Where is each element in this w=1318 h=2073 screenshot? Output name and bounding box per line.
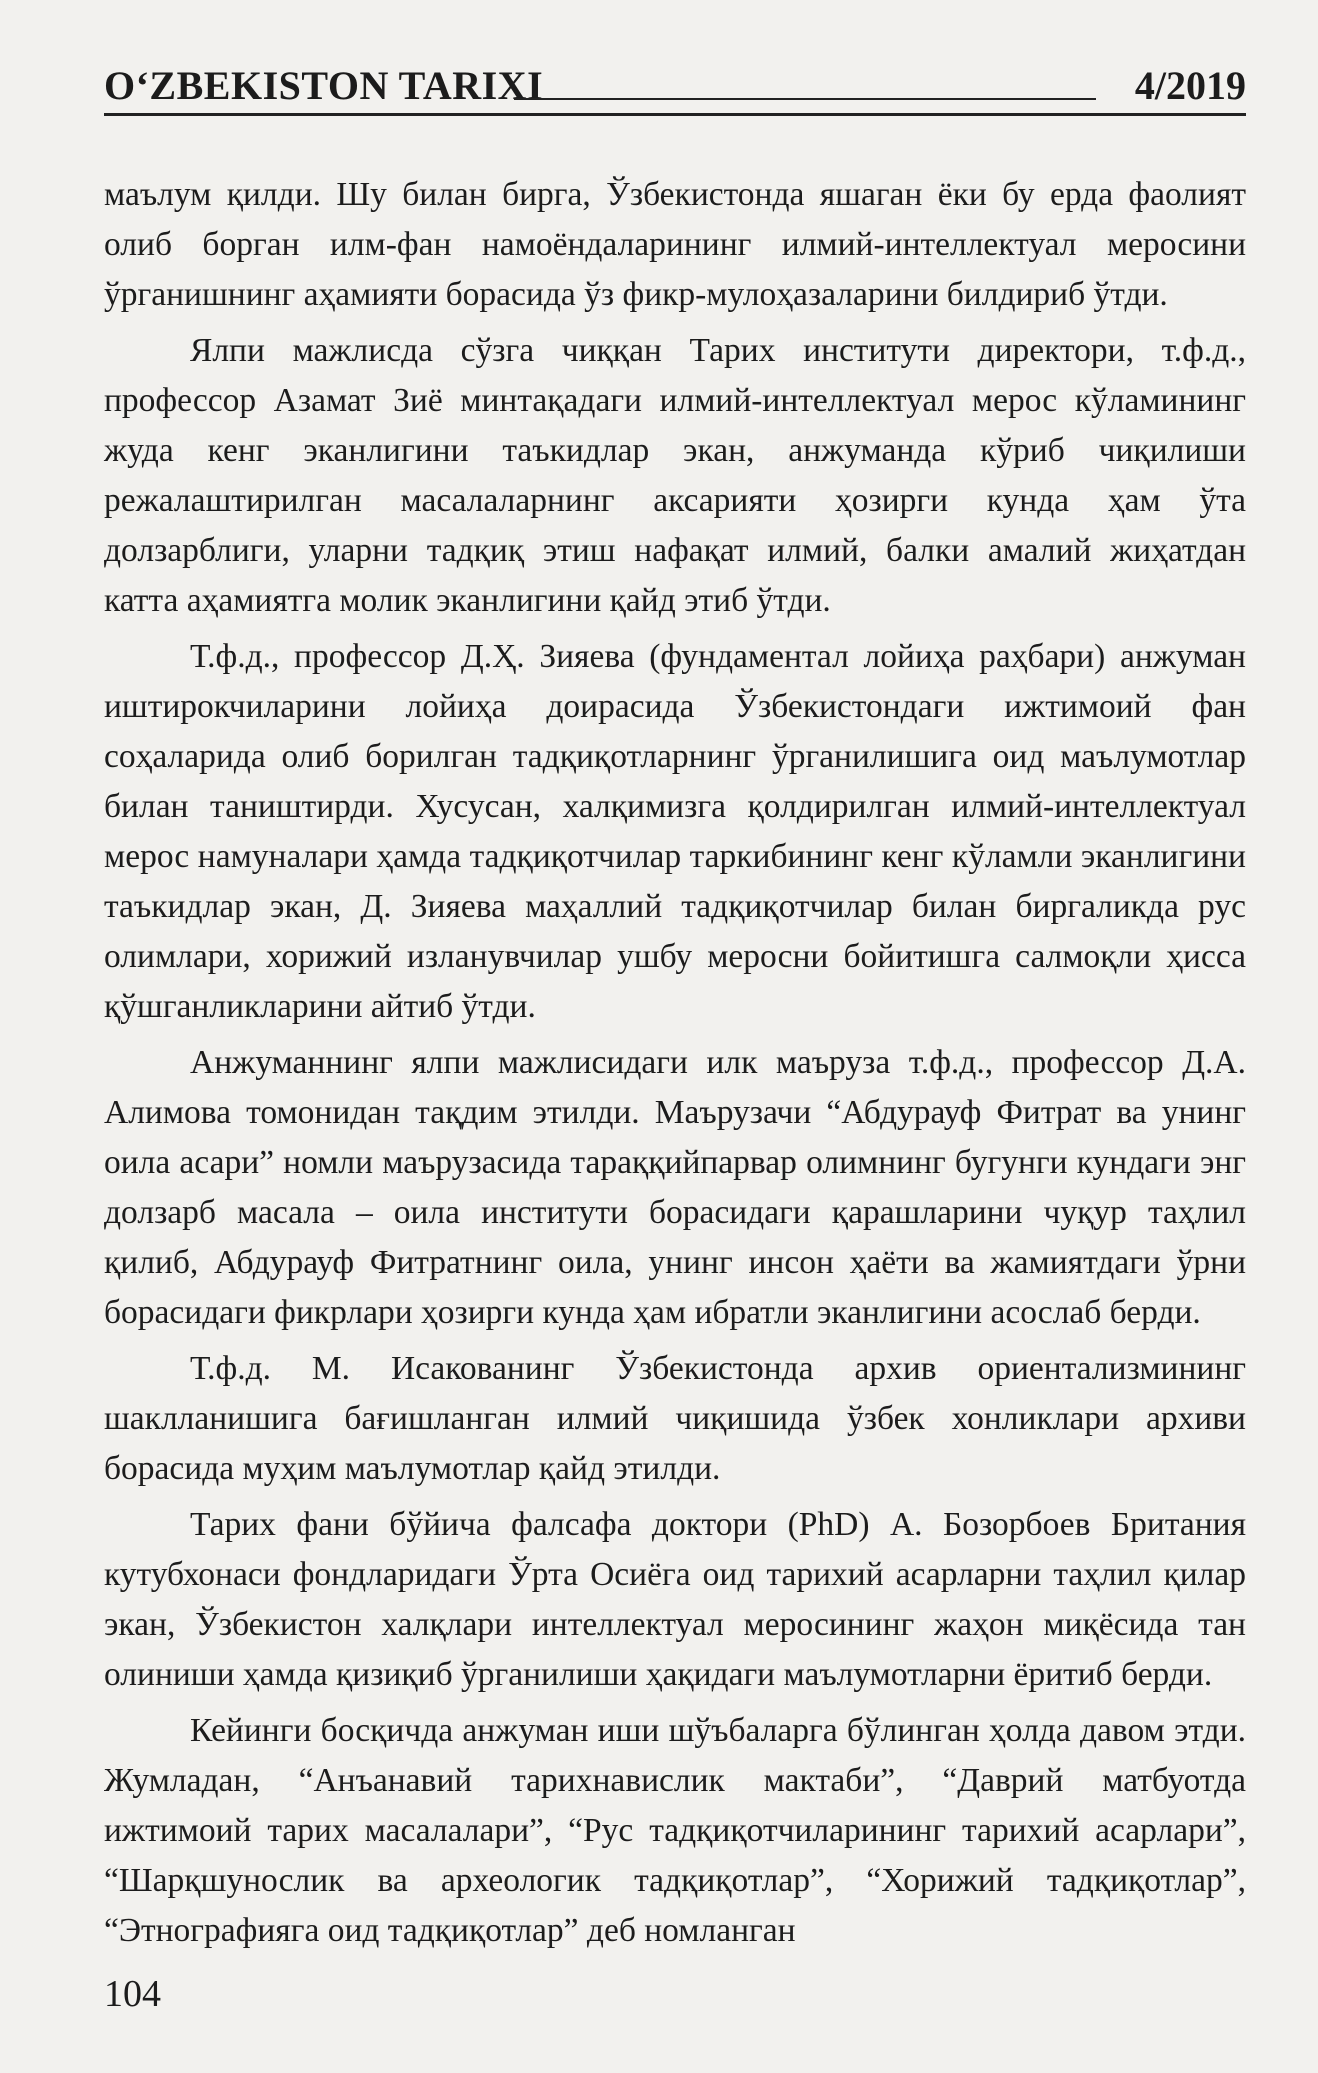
page-number: 104: [104, 1973, 161, 2015]
paragraph-2: Ялпи мажлисда сўзга чиққан Тарих институти директори, т.ф.д., профессор Азамат Зиё минтақадаги илмий-интеллектуал мерос кўламининг жуда кенг эканлигини таъкидлар экан, анжуманда кўриб чиқилиши режалаштирилган масалаларнинг аксарияти ҳозирги кунда ҳам ўта долзарблиги, уларни тадқиқ этиш нафақат илмий, балки амалий жиҳатдан катта аҳамиятга молик эканлигини қайд этиб ўтди.: [104, 332, 1246, 619]
paragraph-7: Кейинги босқичда анжуман иши шўъбаларга бўлинган ҳолда давом этди. Жумладан, “Анъанавий тарихнавислик мактаби”, “Даврий матбуотда ижтимоий тарих масалалари”, “Рус тадқиқотчиларининг тарихий асарлари”, “Шарқшунослик ва археологик тадқиқотлар”, “Хорижий тадқиқотлар”, “Этнографияга оид тадқиқотлар” деб номланган: [104, 1712, 1246, 1949]
paragraph-6: Тарих фани бўйича фалсафа доктори (PhD) А. Бозорбоев Британия кутубхонаси фондларидаги Ўрта Осиёга оид тарихий асарларни таҳлил қилар экан, Ўзбекистон халқлари интеллектуал меросининг жаҳон миқёсида тан олиниши ҳамда қизиқиб ўрганилиши ҳақидаги маълумотларни ёритиб берди.: [104, 1506, 1246, 1693]
header-rule: [514, 98, 1096, 100]
issue-number: 4/2019: [1134, 63, 1246, 108]
running-header: [104, 62, 1246, 108]
paragraph-4: Анжуманнинг ялпи мажлисидаги илк маъруза т.ф.д., профессор Д.А. Алимова томонидан тақдим этилди. Маърузачи “Абдурауф Фитрат ва унинг оила асари” номли маърузасида тараққийпарвар олимнинг бугунги кундаги энг долзарб масала – оила институти борасидаги қарашларини чуқур таҳлил қилиб, Абдурауф Фитратнинг оила, унинг инсон ҳаёти ва жамиятдаги ўрни борасидаги фикрлари ҳозирги кунда ҳам ибратли эканлигини асослаб берди.: [104, 1044, 1246, 1331]
header-divider: [104, 113, 1246, 116]
journal-title: O‘ZBEKISTON TARIXI: [104, 63, 544, 108]
article-body: [104, 170, 1246, 1962]
paragraph-1: маълум қилди. Шу билан бирга, Ўзбекистонда яшаган ёки бу ерда фаолият олиб борган илм-фан намоёндаларининг илмий-интеллектуал меросини ўрганишнинг аҳамияти борасида ўз фикр-мулоҳазаларини билдириб ўтди.: [104, 176, 1246, 313]
paragraph-3: Т.ф.д., профессор Д.Ҳ. Зияева (фундаментал лойиҳа раҳбари) анжуман иштирокчиларини лойиҳа доирасида Ўзбекистондаги ижтимоий фан соҳаларида олиб борилган тадқиқотларнинг ўрганилишига оид маълумотлар билан таништирди. Хусусан, халқимизга қолдирилган илмий-интеллектуал мерос намуналари ҳамда тадқиқотчилар таркибининг кенг кўламли эканлигини таъкидлар экан, Д. Зияева маҳаллий тадқиқотчилар билан биргаликда рус олимлари, хорижий изланувчилар ушбу меросни бойитишга салмоқли ҳисса қўшганликларини айтиб ўтди.: [104, 638, 1246, 1025]
paragraph-5: Т.ф.д. М. Исакованинг Ўзбекистонда архив ориентализмининг шаклланишига бағишланган илмий чиқишида ўзбек хонликлари архиви борасида муҳим маълумотлар қайд этилди.: [104, 1350, 1246, 1487]
